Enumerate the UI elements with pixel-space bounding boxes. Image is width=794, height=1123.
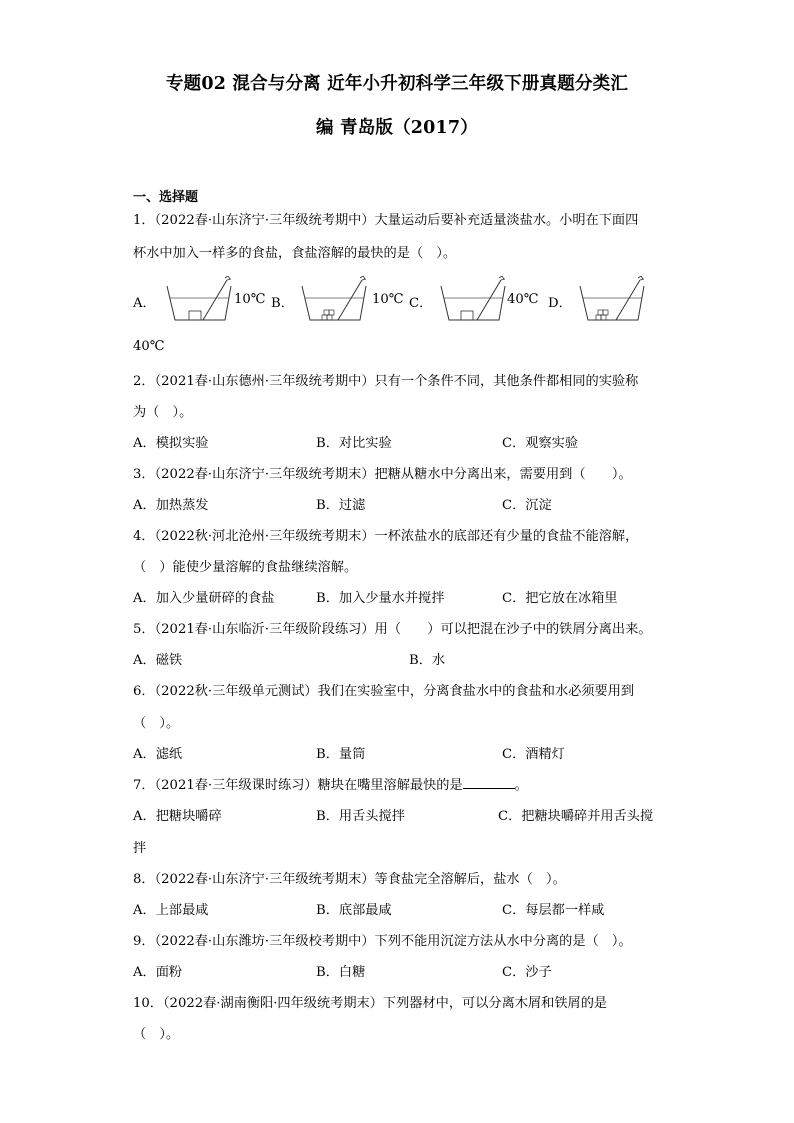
q7-option-c: C．把糖块嚼碎并用舌头搅 <box>498 809 654 824</box>
q2-option-a: A．模拟实验 <box>133 436 209 451</box>
q8-option-b: B．底部最咸 <box>316 903 392 918</box>
q2-option-b: B．对比实验 <box>316 436 392 451</box>
q7-stem-line-1 <box>133 774 528 793</box>
q6-stem-line-2: （ ）。 <box>133 716 180 731</box>
q7-option-a: A．把糖块嚼碎 <box>133 809 222 824</box>
q4-stem-line-1: 4．（2022秋·河北沧州·三年级统考期末）一杯浓盐水的底部还有少量的食盐不能溶解， <box>133 529 639 544</box>
q6-option-c: C．酒精灯 <box>502 747 565 762</box>
q5-option-a: A．磁铁 <box>133 653 183 668</box>
q1-option-d-letter: D． <box>548 296 572 311</box>
section-heading: 一、选择题 <box>133 190 199 205</box>
q1-stem-line-2: 杯水中加入一样多的食盐，食盐溶解的最快的是（ ）。 <box>133 246 457 261</box>
q6-option-b: B．量筒 <box>316 747 366 762</box>
q7-stem-text: 7．（2021春·三年级课时练习）糖块在嘴里溶解最快的是 <box>133 778 463 793</box>
q10-stem-line-2: （ ）。 <box>133 1027 180 1042</box>
q9-option-b: B．白糖 <box>316 965 366 980</box>
q1-option-b-temp: 10℃ <box>372 292 404 307</box>
q1-option-c-letter: C． <box>409 296 433 311</box>
q6-option-a: A．滤纸 <box>133 747 183 762</box>
q3-option-c: C．沉淀 <box>502 498 552 513</box>
q1-stem-line-1: 1．（2022春·山东济宁·三年级统考期中）大量运动后要补充适量淡盐水。小明在下面四 <box>133 213 639 228</box>
q1-option-c-temp: 40℃ <box>507 292 539 307</box>
q8-stem-line-1: 8．（2022春·山东济宁·三年级统考期末）等食盐完全溶解后，盐水（ ）。 <box>133 872 566 887</box>
q1-option-b-letter: B． <box>271 296 294 311</box>
q3-option-b: B．过滤 <box>316 498 366 513</box>
q2-option-c: C．观察实验 <box>502 436 579 451</box>
q4-stem-line-2: （ ）能使少量溶解的食盐继续溶解。 <box>133 560 358 575</box>
q9-stem-line-1: 9．（2022春·山东潍坊·三年级校考期中）下列不能用沉淀方法从水中分离的是（ ）。 <box>133 934 632 949</box>
document-title-line-1: 专题02 混合与分离 近年小升初科学三年级下册真题分类汇 <box>165 74 629 94</box>
q10-stem-line-1: 10．（2022春·湖南衡阳·四年级统考期末）下列器材中，可以分离木屑和铁屑的是 <box>133 996 608 1011</box>
q7-option-b: B．用舌头搅拌 <box>316 809 405 824</box>
q8-option-a: A．上部最咸 <box>133 903 209 918</box>
beaker-small-cubes-icon <box>298 276 370 324</box>
q7-answer-blank <box>463 776 515 789</box>
q3-stem-line-1: 3．（2022春·山东济宁·三年级统考期末）把糖从糖水中分离出来，需要用到（ ）。 <box>133 467 632 482</box>
q5-stem-line-1: 5．（2021春·山东临沂·三年级阶段练习）用（ ）可以把混在沙子中的铁屑分离出来。 <box>133 622 652 637</box>
document-title-line-2: 编 青岛版（2017） <box>316 118 478 138</box>
q4-option-a: A．加入少量研碎的食盐 <box>133 591 275 606</box>
q1-option-d-temp: 40℃ <box>133 339 165 354</box>
beaker-single-block-icon <box>163 276 235 324</box>
q9-option-c: C．沙子 <box>502 965 552 980</box>
q2-stem-line-1: 2．（2021春·山东德州·三年级统考期中）只有一个条件不同，其他条件都相同的实验称 <box>133 374 639 389</box>
q4-option-b: B．加入少量水并搅拌 <box>316 591 445 606</box>
beaker-single-block-icon <box>437 276 509 324</box>
beaker-small-cubes-icon <box>576 276 648 324</box>
q2-stem-line-2: 为（ ）。 <box>133 405 193 420</box>
q4-option-c: C．把它放在冰箱里 <box>502 591 618 606</box>
q5-option-b: B．水 <box>409 653 446 668</box>
q6-stem-line-1: 6．（2022秋·三年级单元测试）我们在实验室中，分离食盐水中的食盐和水必须要用到 <box>133 684 635 699</box>
q1-option-a-letter: A． <box>133 296 156 311</box>
q9-option-a: A．面粉 <box>133 965 183 980</box>
q8-option-c: C．每层都一样咸 <box>502 903 605 918</box>
q3-option-a: A．加热蒸发 <box>133 498 209 513</box>
q7-stem-end: 。 <box>514 778 528 793</box>
q7-option-c-wrap: 拌 <box>133 841 147 856</box>
q1-option-a-temp: 10℃ <box>234 292 266 307</box>
